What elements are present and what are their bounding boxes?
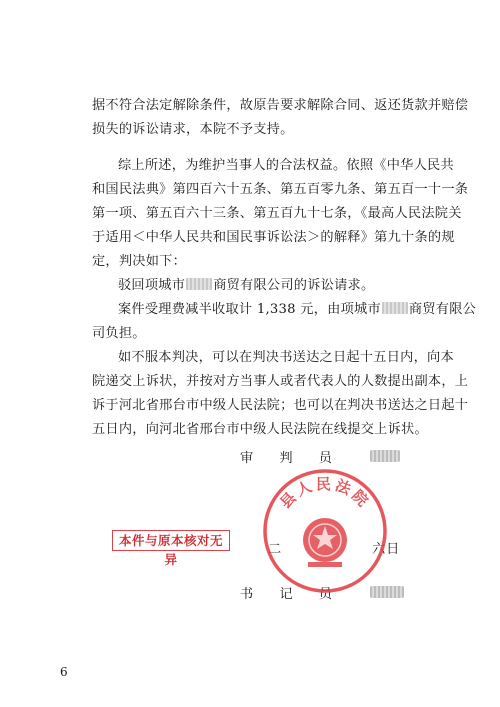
date-prefix: 二	[268, 542, 283, 557]
svg-text:县人民法院: 县人民法院	[276, 475, 374, 512]
redacted-name	[186, 278, 212, 290]
body-line	[92, 98, 468, 114]
body-text: 驳回项城市	[118, 278, 186, 293]
body-line	[92, 254, 186, 270]
body-line	[92, 206, 462, 222]
body-text: 案件受理费减半收取计 1,338 元，由项城市	[118, 302, 381, 317]
body-line	[92, 122, 294, 138]
body-text: 五日内，向河北省邢台市中级人民法院在线提交上诉状。	[92, 422, 428, 437]
date-suffix: 六日	[372, 542, 401, 557]
body-text: 据不符合法定解除条件，故原告要求解除合同、返还货款并赔偿	[92, 98, 469, 113]
body-text: 商贸有限公	[408, 302, 477, 317]
body-text: 诉于河北省邢台市中级人民法院；也可以在判决书送达之日起十	[92, 398, 469, 413]
verification-stamp: 本件与原本核对无异	[112, 530, 230, 551]
body-text: 院递交上诉状，并按对方当事人或者代表人的人数提出副本，上	[92, 374, 469, 389]
body-text: 第一项、第五百六十三条、第五百九十七条，《最高人民法院关	[92, 206, 462, 221]
body-line	[92, 326, 146, 342]
body-text: 损失的诉讼请求，本院不予支持。	[92, 122, 294, 137]
body-text: 综上所述，为维护当事人的合法权益。依照《中华人民共	[118, 158, 454, 173]
body-line	[118, 278, 374, 294]
court-seal	[260, 466, 390, 596]
body-text: 商贸有限公司的诉讼请求。	[213, 278, 375, 293]
judge-label: 审 判 员	[240, 451, 343, 466]
judge-name-redacted	[370, 450, 400, 462]
body-line	[118, 158, 454, 174]
body-line	[92, 374, 468, 390]
page-number: 6	[60, 665, 68, 679]
redacted-name	[382, 302, 408, 314]
body-line	[92, 398, 468, 414]
body-line	[118, 302, 476, 318]
body-text: 司负担。	[92, 326, 146, 341]
clerk-label: 书 记 员	[240, 587, 343, 602]
body-text: 和国民法典》第四百六十五条、第五百零九条、第五百一十一条	[92, 182, 469, 197]
body-text: 如不服本判决，可以在判决书送达之日起十五日内，向本	[118, 350, 454, 365]
body-line	[92, 182, 468, 198]
body-line	[92, 230, 455, 246]
body-line	[92, 422, 428, 438]
body-text: 定，判决如下：	[92, 254, 187, 269]
body-line	[118, 350, 454, 366]
body-text: 于适用＜中华人民共和国民事诉讼法＞的解释》第九十条的规	[92, 230, 455, 245]
